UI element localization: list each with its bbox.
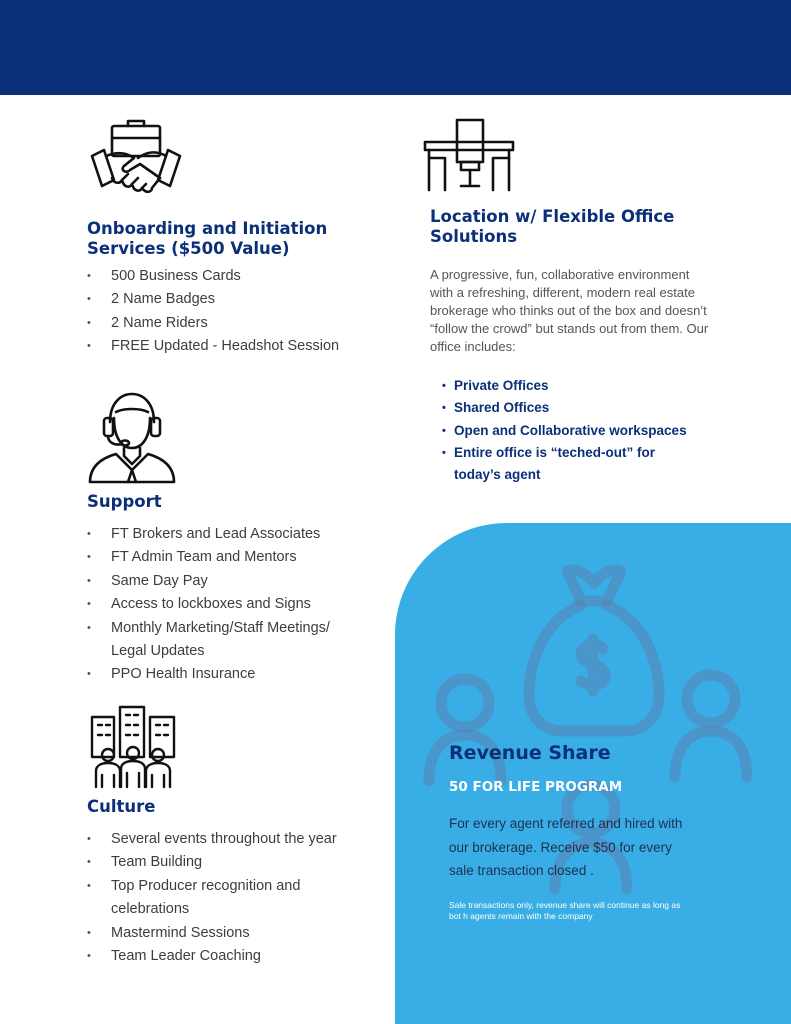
list-item: • Open and Collaborative workspaces [442,420,712,442]
list-item: • Access to lockboxes and Signs [87,593,367,616]
list-item: • 500 Business Cards [87,265,387,288]
list-item: • Several events throughout the year [87,828,377,851]
list-item: • Team Leader Coaching [87,945,377,968]
location-title: Location w/ Flexible Office Solutions [430,207,675,246]
culture-list [87,828,377,968]
list-item: • Mastermind Sessions [87,922,377,945]
support-title: Support [87,492,162,511]
onboarding-title: Onboarding and Initiation Services ($500 Value) [87,219,328,258]
onboarding-list [87,265,387,359]
list-item: • 2 Name Badges [87,288,387,311]
list-item: • Entire office is “teched-out” for today’s agent [442,442,689,487]
handshake-icon [90,118,182,210]
location-list [442,375,712,486]
list-item: • Same Day Pay [87,570,367,593]
team-city-icon [90,705,176,789]
revenue-subtitle: 50 FOR LIFE PROGRAM [449,779,623,795]
list-item: • Monthly Marketing/Staff Meetings/ Legal Updates [87,617,367,664]
culture-title: Culture [87,797,156,816]
list-item: • FREE Updated - Headshot Session [87,335,387,358]
list-item: • Shared Offices [442,397,712,419]
list-item: • Private Offices [442,375,712,397]
revenue-title: Revenue Share [449,742,611,764]
location-description: A progressive, fun, collaborative environment with a refreshing, different, modern real estate brokerage who thinks out of the box and doesn’t “follow the crowd” but stands out from them. Our office includes: [430,267,709,354]
list-item: • Top Producer recognition and celebrations [87,875,377,922]
list-item: • Team Building [87,851,377,874]
revenue-text: For every agent referred and hired with our brokerage. Receive $50 for every sale transaction closed . [449,816,683,878]
list-item: • 2 Name Riders [87,312,387,335]
list-item: • FT Brokers and Lead Associates [87,523,367,546]
list-item: • PPO Health Insurance [87,663,367,686]
support-list [87,523,367,687]
revenue-note: Sale transactions only, revenue share will continue as long as bot h agents remain with the company [449,900,681,921]
list-item: • FT Admin Team and Mentors [87,546,367,569]
header-bar [0,0,791,95]
headset-agent-icon [88,388,176,484]
desk-chair-icon [423,118,515,192]
money-bag-people-icon [395,523,791,1024]
revenue-share-panel [395,523,791,1024]
